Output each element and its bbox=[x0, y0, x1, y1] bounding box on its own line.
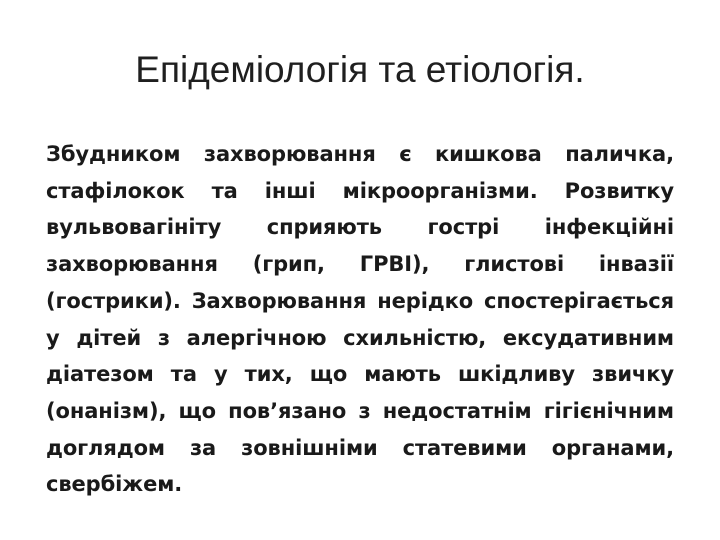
slide-title: Епідеміологія та етіологія. bbox=[135, 49, 585, 90]
slide-body-text: Збудником захворювання є кишкова паличка, стафілокок та інші мікроорганізми. Розвитку вульвовагініту сприяють гострі інфекційні захворювання (грип, ГРВІ), глистові інвазії (гострики). Захворювання нерідко спостерігається у дітей з алергічною схильністю, ексудативним діатезом та у тих, що мають шкідливу звичку (онанізм), що пов’язано з недостатнім гігієнічним доглядом за зовнішніми статевими органами, свербіжем. bbox=[46, 142, 674, 497]
